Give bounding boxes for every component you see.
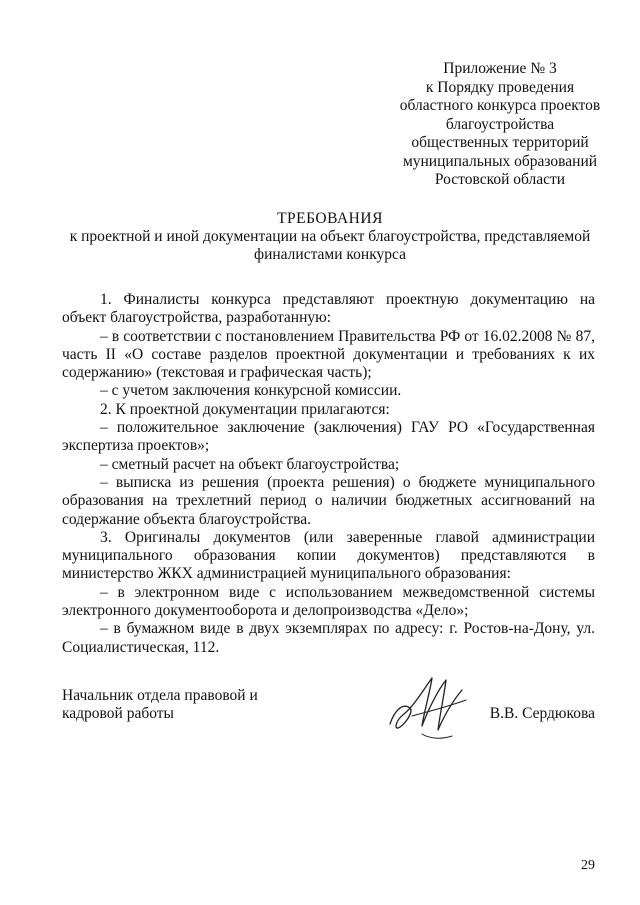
title-subtitle-line: финалистами конкурса — [254, 246, 406, 263]
appendix-line: к Порядку проведения — [425, 78, 575, 96]
appendix-line: Ростовской области — [434, 171, 566, 188]
handwritten-signature — [382, 668, 470, 748]
document-title — [50, 210, 610, 264]
appendix-line: благоустройства — [445, 115, 555, 133]
paragraph: – сметный расчет на объект благоустройства; — [100, 455, 400, 473]
document-body — [62, 291, 595, 657]
page-number: 29 — [581, 858, 595, 873]
paragraph: – в бумажном виде в двух экземплярах по адресу: г. Ростов-на-Дону, ул. Социалистическая, 112. — [62, 620, 595, 656]
paragraph: – в электронном виде с использованием межведомственной системы электронного документооборота и делопроизводства «Дело»; — [62, 583, 595, 620]
signer-position-line: Начальник отдела правовой и — [62, 687, 258, 704]
title-heading: ТРЕБОВАНИЯ — [277, 210, 383, 227]
appendix-line: муниципальных образований — [402, 152, 598, 170]
paragraph: – положительное заключение (заключения) ГАУ РО «Государственная экспертиза проектов»; — [62, 419, 595, 455]
signer-name: В.В. Сердюкова — [489, 705, 595, 722]
paragraph: 3. Оригиналы документов (или заверенные главой администрации муниципального образования копии документов) представляются в министерство ЖКХ администрацией муниципального образования: — [62, 528, 595, 583]
paragraph: 2. К проектной документации прилагаются: — [100, 400, 390, 418]
signer-position — [62, 687, 292, 724]
appendix-line: областного конкурса проектов — [399, 97, 601, 114]
signer-position-line: кадровой работы — [62, 705, 174, 723]
appendix-header — [380, 60, 620, 190]
paragraph: – в соответствии с постановлением Правительства РФ от 16.02.2008 № 87, часть II «О составе разделов проектной документации и требованиях к их содержанию» (текстовая и графическая часть); — [62, 327, 595, 382]
paragraph: 1. Финалисты конкурса представляют проектную документацию на объект благоустройства, разработанную: — [62, 291, 595, 327]
paragraph: – с учетом заключения конкурсной комиссии. — [100, 382, 402, 400]
appendix-line: общественных территорий — [411, 134, 589, 151]
paragraph: – выписка из решения (проекта решения) о бюджете муниципального образования на трехлетний период о наличии бюджетных ассигнований на содержание объекта благоустройства. — [62, 473, 595, 528]
appendix-line: Приложение № 3 — [443, 60, 557, 77]
title-subtitle-line: к проектной и иной документации на объект благоустройства, представляемой — [69, 228, 591, 245]
